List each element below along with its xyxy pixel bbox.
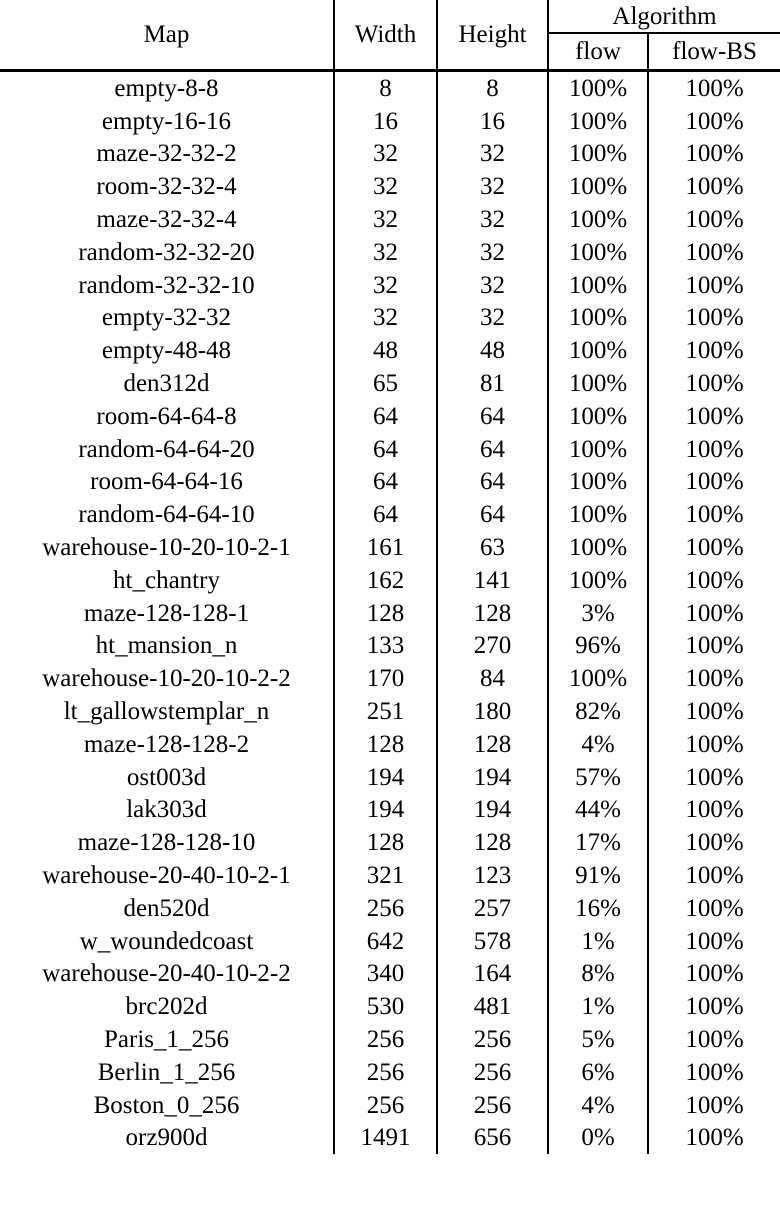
cell-map: ht_mansion_n	[95, 632, 238, 660]
cell-flow-bs: 100%	[648, 826, 780, 859]
table-row	[0, 105, 780, 138]
cell-map: empty-8-8	[114, 74, 219, 102]
cell-flow-bs: 100%	[648, 662, 780, 695]
cell-width: 48	[334, 334, 437, 367]
table-row	[0, 72, 780, 105]
table-row	[0, 1122, 780, 1155]
cell-flow-bs: 100%	[648, 630, 780, 663]
cell-height: 32	[437, 236, 548, 269]
cell-flow: 82%	[548, 695, 648, 728]
cell-map: ost003d	[126, 763, 207, 791]
cell-width: 256	[334, 1023, 437, 1056]
table-row	[0, 400, 780, 433]
cell-width: 8	[334, 72, 437, 105]
cell-width: 32	[334, 236, 437, 269]
cell-width: 64	[334, 498, 437, 531]
cell-height: 32	[437, 138, 548, 171]
cell-width: 1491	[334, 1122, 437, 1155]
cell-map: maze-128-128-10	[77, 829, 256, 857]
cell-map: Berlin_1_256	[97, 1058, 236, 1086]
cell-flow: 100%	[548, 466, 648, 499]
cell-flow: 100%	[548, 334, 648, 367]
cell-flow: 91%	[548, 859, 648, 892]
cell-flow-bs: 100%	[648, 170, 780, 203]
cell-height: 194	[437, 761, 548, 794]
cell-flow-bs: 100%	[648, 400, 780, 433]
cell-flow: 100%	[548, 662, 648, 695]
cell-width: 128	[334, 597, 437, 630]
cell-flow-bs: 100%	[648, 367, 780, 400]
cell-map: brc202d	[125, 993, 208, 1021]
cell-height: 257	[437, 892, 548, 925]
cell-flow: 1%	[548, 990, 648, 1023]
cell-map: den520d	[123, 894, 210, 922]
table-row	[0, 728, 780, 761]
column-header-width: Width	[334, 0, 437, 69]
table-row	[0, 1023, 780, 1056]
cell-map: room-32-32-4	[96, 173, 237, 201]
cell-flow: 100%	[548, 170, 648, 203]
cell-flow-bs: 100%	[648, 302, 780, 335]
table-row	[0, 564, 780, 597]
cell-flow-bs: 100%	[648, 1023, 780, 1056]
table-row	[0, 203, 780, 236]
cell-height: 81	[437, 367, 548, 400]
cell-map: den312d	[123, 370, 210, 398]
table-row	[0, 925, 780, 958]
cell-flow: 17%	[548, 826, 648, 859]
cell-flow: 100%	[548, 302, 648, 335]
table-row	[0, 1056, 780, 1089]
header-row-top	[0, 0, 780, 33]
cell-flow: 0%	[548, 1122, 648, 1155]
cell-flow: 1%	[548, 925, 648, 958]
table-row	[0, 794, 780, 827]
cell-width: 32	[334, 302, 437, 335]
cell-flow: 16%	[548, 892, 648, 925]
table-row	[0, 367, 780, 400]
cell-height: 64	[437, 433, 548, 466]
table-row	[0, 531, 780, 564]
cell-width: 65	[334, 367, 437, 400]
cell-width: 321	[334, 859, 437, 892]
cell-map: random-32-32-10	[78, 271, 255, 299]
cell-flow: 57%	[548, 761, 648, 794]
column-group-header-algorithm	[548, 0, 780, 33]
table-row	[0, 630, 780, 663]
cell-map: empty-16-16	[101, 107, 232, 135]
cell-width: 16	[334, 105, 437, 138]
cell-width: 32	[334, 138, 437, 171]
cell-width: 642	[334, 925, 437, 958]
cell-flow-bs: 100%	[648, 990, 780, 1023]
cell-map: orz900d	[125, 1124, 208, 1152]
table-row	[0, 597, 780, 630]
cell-map: warehouse-10-20-10-2-1	[42, 534, 291, 562]
cell-flow-bs: 100%	[648, 597, 780, 630]
cell-flow: 8%	[548, 958, 648, 991]
cell-width: 256	[334, 1089, 437, 1122]
table-row	[0, 958, 780, 991]
table-row	[0, 138, 780, 171]
cell-height: 128	[437, 826, 548, 859]
cell-flow-bs: 100%	[648, 203, 780, 236]
table-row	[0, 859, 780, 892]
cell-flow: 100%	[548, 138, 648, 171]
cell-map: Boston_0_256	[93, 1091, 240, 1119]
cell-width: 194	[334, 794, 437, 827]
cell-flow-bs: 100%	[648, 1089, 780, 1122]
cell-flow: 6%	[548, 1056, 648, 1089]
cell-flow-bs: 100%	[648, 138, 780, 171]
table-row	[0, 498, 780, 531]
cell-map: room-64-64-8	[96, 402, 237, 430]
cell-height: 64	[437, 498, 548, 531]
cell-width: 133	[334, 630, 437, 663]
cell-height: 164	[437, 958, 548, 991]
cell-height: 128	[437, 597, 548, 630]
cell-height: 32	[437, 170, 548, 203]
cell-flow: 4%	[548, 1089, 648, 1122]
table-row	[0, 269, 780, 302]
cell-map: maze-128-128-1	[83, 599, 250, 627]
cell-flow-bs: 100%	[648, 466, 780, 499]
cell-height: 8	[437, 72, 548, 105]
table-row	[0, 236, 780, 269]
column-header-flow: flow	[548, 33, 648, 69]
cell-height: 128	[437, 728, 548, 761]
cell-height: 194	[437, 794, 548, 827]
cell-flow: 100%	[548, 236, 648, 269]
cell-flow: 4%	[548, 728, 648, 761]
cell-width: 64	[334, 466, 437, 499]
cell-map: maze-32-32-2	[96, 140, 237, 168]
cell-flow-bs: 100%	[648, 236, 780, 269]
cell-map: random-64-64-10	[78, 501, 255, 529]
cell-map: random-64-64-20	[78, 435, 255, 463]
cell-width: 251	[334, 695, 437, 728]
cell-flow-bs: 100%	[648, 72, 780, 105]
cell-flow-bs: 100%	[648, 334, 780, 367]
cell-height: 141	[437, 564, 548, 597]
table-body	[0, 72, 780, 1154]
cell-height: 32	[437, 269, 548, 302]
cell-map: lt_gallowstemplar_n	[63, 698, 270, 726]
table-header	[0, 0, 780, 72]
cell-flow: 5%	[548, 1023, 648, 1056]
cell-height: 123	[437, 859, 548, 892]
table-row	[0, 826, 780, 859]
cell-height: 256	[437, 1056, 548, 1089]
cell-flow: 100%	[548, 433, 648, 466]
table-row	[0, 761, 780, 794]
cell-flow: 44%	[548, 794, 648, 827]
cell-height: 656	[437, 1122, 548, 1155]
cell-flow: 100%	[548, 400, 648, 433]
cell-width: 256	[334, 1056, 437, 1089]
cell-flow-bs: 100%	[648, 531, 780, 564]
cell-height: 84	[437, 662, 548, 695]
column-header-map: Map	[143, 21, 190, 48]
cell-width: 32	[334, 203, 437, 236]
cell-flow-bs: 100%	[648, 1122, 780, 1155]
table-row	[0, 170, 780, 203]
cell-map: room-64-64-16	[90, 468, 243, 496]
cell-flow: 100%	[548, 564, 648, 597]
cell-flow: 100%	[548, 367, 648, 400]
cell-flow: 100%	[548, 203, 648, 236]
cell-flow-bs: 100%	[648, 794, 780, 827]
cell-height: 64	[437, 400, 548, 433]
table-row	[0, 302, 780, 335]
cell-height: 48	[437, 334, 548, 367]
cell-map: Paris_1_256	[104, 1026, 229, 1053]
cell-width: 32	[334, 269, 437, 302]
cell-width: 170	[334, 662, 437, 695]
cell-flow: 100%	[548, 531, 648, 564]
cell-flow-bs: 100%	[648, 695, 780, 728]
table-row	[0, 990, 780, 1023]
cell-width: 128	[334, 728, 437, 761]
cell-map: warehouse-20-40-10-2-1	[42, 862, 291, 890]
cell-height: 481	[437, 990, 548, 1023]
algorithm-group-rule	[549, 32, 780, 34]
cell-flow-bs: 100%	[648, 761, 780, 794]
table-row	[0, 1089, 780, 1122]
cell-flow: 100%	[548, 72, 648, 105]
cell-flow: 3%	[548, 597, 648, 630]
cell-width: 340	[334, 958, 437, 991]
column-group-header-algorithm-label: Algorithm	[612, 3, 717, 30]
cell-flow-bs: 100%	[648, 433, 780, 466]
cell-width: 530	[334, 990, 437, 1023]
cell-flow: 100%	[548, 498, 648, 531]
cell-height: 32	[437, 203, 548, 236]
cell-width: 256	[334, 892, 437, 925]
cell-flow-bs: 100%	[648, 925, 780, 958]
cell-flow-bs: 100%	[648, 498, 780, 531]
cell-flow-bs: 100%	[648, 269, 780, 302]
cell-height: 16	[437, 105, 548, 138]
table-row	[0, 892, 780, 925]
cell-width: 161	[334, 531, 437, 564]
cell-width: 32	[334, 170, 437, 203]
cell-width: 128	[334, 826, 437, 859]
cell-flow-bs: 100%	[648, 859, 780, 892]
cell-width: 64	[334, 400, 437, 433]
cell-height: 63	[437, 531, 548, 564]
cell-map: random-32-32-20	[78, 238, 255, 266]
cell-flow-bs: 100%	[648, 728, 780, 761]
table-row	[0, 334, 780, 367]
cell-width: 194	[334, 761, 437, 794]
cell-width: 162	[334, 564, 437, 597]
cell-map: warehouse-20-40-10-2-2	[42, 960, 291, 988]
cell-flow-bs: 100%	[648, 564, 780, 597]
cell-flow-bs: 100%	[648, 105, 780, 138]
cell-height: 270	[437, 630, 548, 663]
column-header-flow-bs: flow-BS	[648, 33, 780, 69]
cell-flow-bs: 100%	[648, 958, 780, 991]
cell-flow: 100%	[548, 269, 648, 302]
cell-height: 256	[437, 1089, 548, 1122]
cell-map: ht_chantry	[113, 566, 220, 594]
cell-flow-bs: 100%	[648, 892, 780, 925]
cell-flow: 100%	[548, 105, 648, 138]
table-row	[0, 433, 780, 466]
cell-height: 64	[437, 466, 548, 499]
cell-height: 256	[437, 1023, 548, 1056]
cell-map: empty-48-48	[101, 337, 232, 365]
cell-map: empty-32-32	[101, 304, 232, 332]
column-header-height: Height	[437, 0, 548, 69]
cell-flow-bs: 100%	[648, 1056, 780, 1089]
cell-map: w_woundedcoast	[79, 927, 254, 955]
table-row	[0, 695, 780, 728]
cell-map: warehouse-10-20-10-2-2	[42, 665, 291, 693]
cell-map: lak303d	[126, 796, 207, 824]
cell-map: maze-128-128-2	[83, 730, 250, 758]
cell-width: 64	[334, 433, 437, 466]
table-row	[0, 466, 780, 499]
cell-map: maze-32-32-4	[96, 206, 237, 234]
table-row	[0, 662, 780, 695]
cell-height: 578	[437, 925, 548, 958]
cell-height: 32	[437, 302, 548, 335]
cell-flow: 96%	[548, 630, 648, 663]
cell-height: 180	[437, 695, 548, 728]
